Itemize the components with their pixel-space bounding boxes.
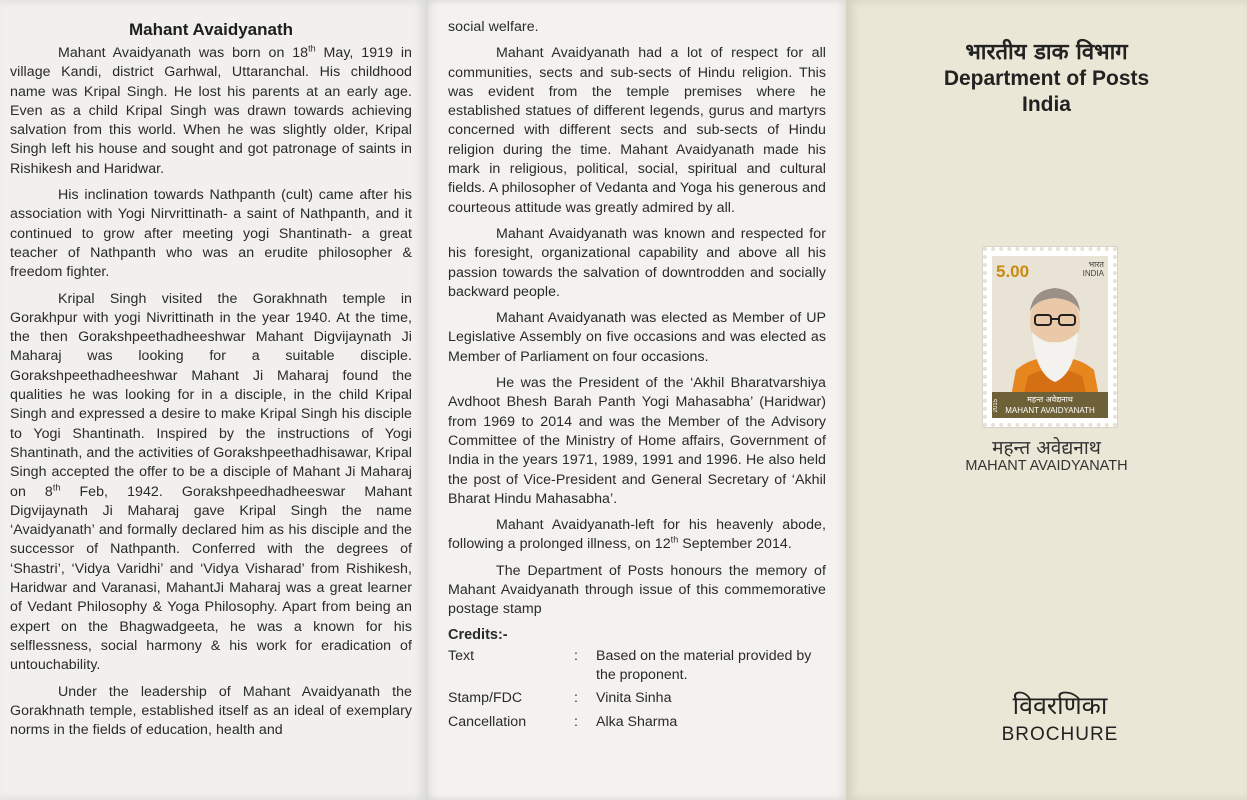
- stamp-country-hindi: भारत: [1088, 260, 1104, 269]
- cover-page: [846, 0, 1247, 800]
- person-name-hindi: महन्त अवेद्यनाथ: [992, 437, 1101, 459]
- text-segment: Mahant Avaidyanath-left for his heavenly abode, following a prolonged illness, on 12: [448, 517, 826, 553]
- text-segment: September 2014.: [678, 536, 792, 553]
- credit-row: [448, 647, 826, 686]
- credit-label: Text: [448, 647, 475, 664]
- left-page: [0, 0, 428, 800]
- middle-page: [428, 0, 846, 800]
- paragraph-disciple: [10, 290, 412, 676]
- stamp-name-bar: [992, 392, 1108, 418]
- paragraph-birth: [10, 44, 412, 179]
- paragraph-elected: Mahant Avaidyanath was elected as Member of UP Legislative Assembly on five occasions and was elected as Member of Parliament on four occasions.: [448, 310, 826, 365]
- credit-label: Stamp/FDC: [448, 690, 523, 707]
- stamp-country-english: INDIA: [1082, 269, 1104, 278]
- credit-label: Cancellation: [448, 713, 527, 730]
- department-name: [846, 66, 1247, 118]
- paragraph-demise: [448, 516, 826, 555]
- person-name: MAHANT AVAIDYANATH: [965, 458, 1128, 474]
- stamp-name-hindi: महन्त अवेद्यनाथ: [1027, 395, 1073, 404]
- text-segment: Feb, 1942. Gorakshpeedhadheeswar Mahant Digvijaynath Ji Maharaj gave Kripal Singh the name ‘Avaidyanath’ and formally declared him as his disciple and the successor of Nathpanth. Conferred with the degrees of ‘Shastri’, ‘Vidya Varidhi’ and ‘Vidya Visharad’ from Rishikesh, Haridwar and Varanasi, MahantJi Maharaj was a great learner of Vedant Philosophy & Yoga Philosophy. Apart from being an expert on the Bhagwadgeeta, he was a known for his selflessness, social harmony & his work for eradication of untouchability.: [10, 483, 412, 674]
- postage-stamp: [983, 247, 1117, 427]
- paragraph-president: He was the President of the ‘Akhil Bharatvarshiya Avdhoot Bhesh Barah Panth Yogi Mahasabha’ (Haridwar) from 1969 to 2014 and was the Member of the Advisory Committee of the Ministry of Home affairs, Government of India in the years 1971, 1989, 1991 and 1996. He also held the post of Vice-President and General Secretary of ‘Akhil Bharat Hindu Mahasabha’.: [448, 375, 826, 507]
- credit-separator: :: [574, 647, 578, 664]
- department-name-hindi: भारतीय डाक विभाग: [965, 40, 1128, 65]
- stamp-face: [992, 256, 1108, 418]
- brochure-label-hindi: विवरणिका: [1012, 691, 1108, 720]
- credit-separator: :: [574, 690, 578, 707]
- stamp-country: [1083, 260, 1104, 278]
- department-line: Department of Posts: [943, 67, 1150, 90]
- paragraph-continued: social welfare.: [448, 19, 539, 35]
- credits-heading: Credits:-: [448, 626, 508, 643]
- credit-row: [448, 713, 826, 732]
- page-title: Mahant Avaidyanath: [128, 20, 294, 39]
- superscript: th: [308, 43, 316, 54]
- superscript: th: [52, 481, 61, 492]
- credit-value: Vinita Sinha: [596, 690, 672, 707]
- portrait-illustration: [1002, 278, 1108, 402]
- country-line: India: [1021, 93, 1071, 116]
- stamp-name-english: MAHANT AVAIDYANATH: [1005, 406, 1095, 415]
- superscript: th: [670, 534, 679, 545]
- paragraph-respect: Mahant Avaidyanath had a lot of respect for all communities, sects and sub-sects of Hindu religion. This was evident from the temple premises where he established statues of different legends, gurus and martyrs concerned with different sects and sub-sects of Hindu religion during the time. Mahant Avaidyanath made his mark in religious, political, social, spiritual and cultural fields. A philosopher of Vedanta and Yoga his generous and courteous attitude was greatly admired by all.: [448, 45, 826, 216]
- paragraph-nathpanth: His inclination towards Nathpanth (cult) came after his association with Yogi Nirvrittinath- a saint of Nathpanth, and it continued to grow after meeting yogi Shantinath- a great teacher of Nathpanth who was an erudite philosopher & freedom fighter.: [10, 187, 412, 281]
- credit-value: Alka Sharma: [596, 713, 678, 730]
- paragraph-leadership: Under the leadership of Mahant Avaidyanath the Gorakhnath temple, established itself as an ideal of exemplary norms in the fields of education, health and: [10, 683, 412, 739]
- text-segment: Kripal Singh visited the Gorakhnath temple in Gorakhpur with yogi Nivrittinath in the year 1940. At the time, the then Gorakshpeethadheeshwar Mahant Digvijaynath Ji Maharaj was looking for a suitable disciple. Gorakshpeethadheeshwar Mahant Ji Maharaj found the qualities he was looking for in a disciple, in the child Kripal Singh and expressed a desire to make Kripal Singh his disciple to Yogi Shantinath. Inspired by the instructions of Yogi Shantinath, and the activities of Gorakshpeethadhisawar, Kripal Singh accepted the offer to be a disciple of Mahant Ji Maharaj on 8: [10, 290, 412, 500]
- stamp-year: 2015: [993, 398, 999, 412]
- brochure-label: BROCHURE: [1001, 724, 1119, 745]
- stamp-denomination: 5.00: [996, 262, 1030, 281]
- text-segment: Mahant Avaidyanath was born on 18: [58, 45, 309, 61]
- paragraph-honours: The Department of Posts honours the memory of Mahant Avaidyanath through issue of this commemorative postage stamp: [448, 562, 826, 618]
- credit-value: Based on the material provided by the proponent.: [596, 647, 812, 683]
- text-segment: May, 1919 in village Kandi, district Garhwal, Uttaranchal. His childhood name was Kripal Singh. He lost his parents at an early age. Even as a child Kripal Singh was drawn towards achieving salvation from this world. When he was slightly older, Kripal Singh left his house and sought and got patronage of saints in Rishikesh and Haridwar.: [10, 45, 412, 177]
- paragraph-foresight: Mahant Avaidyanath was known and respected for his foresight, organizational capability and above all his passion towards the salvation of downtrodden and socially backward people.: [448, 225, 826, 300]
- credit-separator: :: [574, 713, 578, 730]
- credit-row: [448, 689, 826, 708]
